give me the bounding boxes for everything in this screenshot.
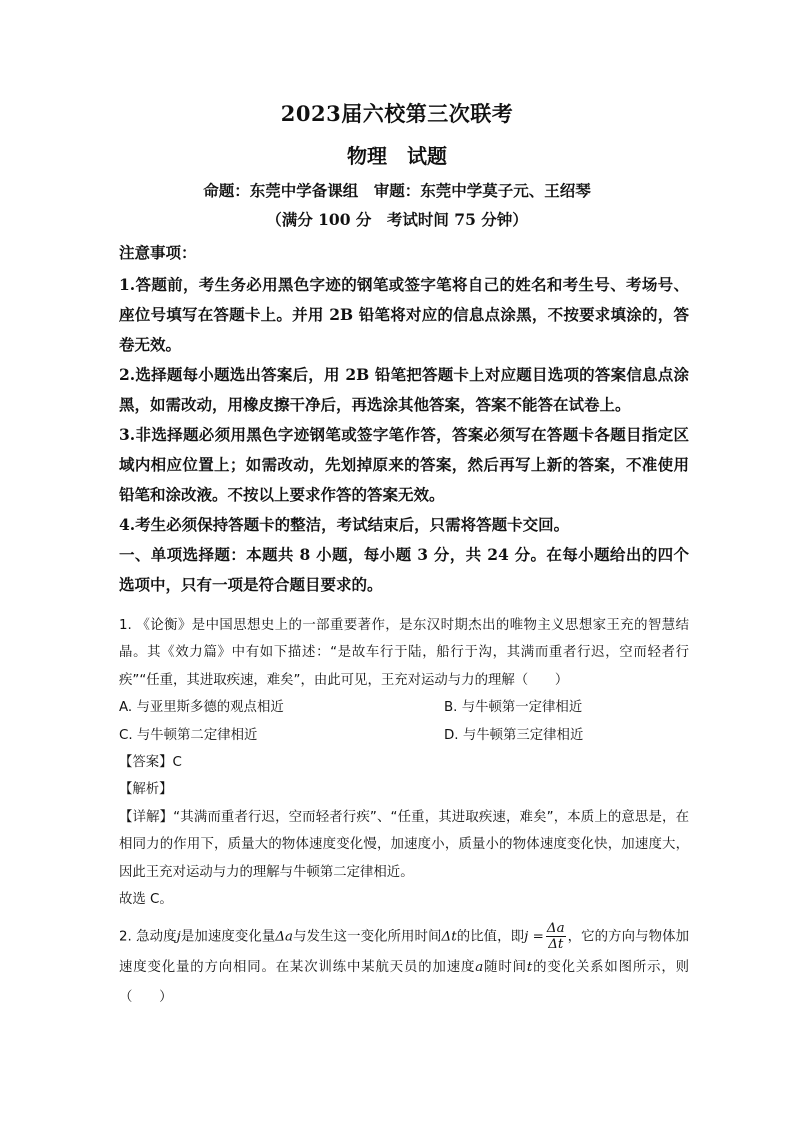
q2-var-delta-a: Δa [275, 929, 293, 945]
notes-heading: 注意事项： [119, 243, 197, 262]
section-heading: 一、单项选择题：本题共 8 小题，每小题 3 分，共 24 分。在每小题给出的四个选项中，只有一项是符合题目要求的。 [119, 545, 689, 594]
q2-text-3: 与发生这一变化所用时间 [293, 929, 442, 945]
option-c: C. 与牛顿第二定律相近 [119, 727, 258, 743]
note-item-2: 2.选择题每小题选出答案后，用 2B 铅笔把答题卡上对应题目选项的答案信息点涂黑，如需改动，用橡皮擦干净后，再选涂其他答案，答案不能答在试卷上。 [119, 365, 689, 414]
q2-formula-numerator: Δa [546, 921, 565, 937]
q2-text-5: ，它的方向与物体加速度变化量的方向相同。在某次训练中某航天员的加速度 [119, 929, 690, 975]
note-item-1: 1.答题前，考生务必用黑色字迹的钢笔或签字笔将自己的姓名和考生号、考场号、座位号填写在答题卡上。并用 2B 铅笔将对应的信息点涂黑，不按要求填涂的，答卷无效。 [119, 275, 689, 354]
notes-section [119, 238, 689, 600]
exam-info: （满分 100 分 考试时间 75 分钟） [266, 210, 528, 229]
q2-text-4: 的比值，即 [456, 929, 525, 945]
q2-text-7: 的变化关系如图所示，则（ ） [119, 959, 690, 1005]
question-1-options [119, 694, 689, 749]
question-1-stem: 1. 《论衡》是中国思想史上的一部重要著作，是东汉时期杰出的唯物主义思想家王充的智慧结晶。其《效力篇》中有如下描述：“是故车行于陆，船行于沟，其满而重者行迟，空而轻者行疾”“任重，其进取疾速，难矣”，由此可见，王充对运动与力的理解（ ） [119, 618, 689, 688]
option-a: A. 与亚里斯多德的观点相近 [119, 700, 284, 716]
q2-text-1: 2. 急动度 [119, 929, 177, 945]
option-b: B. 与牛顿第一定律相近 [444, 700, 583, 716]
exam-credits: 命题：东莞中学备课组 审题：东莞中学莫子元、王绍琴 [203, 181, 591, 200]
q2-text-6: 随时间 [483, 959, 527, 975]
q2-formula-lhs: j = [524, 929, 544, 945]
q2-formula-denominator: Δt [548, 937, 564, 953]
question-1-conclusion: 故选 C。 [119, 892, 173, 908]
question-1-answer: 【答案】C [119, 755, 182, 771]
q2-var-delta-t: Δt [441, 929, 457, 945]
q2-formula-fraction [546, 921, 566, 952]
exam-subtitle: 物理 试题 [347, 144, 447, 168]
note-item-4: 4.考生必须保持答题卡的整洁，考试结束后，只需将答题卡交回。 [119, 515, 570, 534]
note-item-3: 3.非选择题必须用黑色字迹钢笔或签字笔作答，答案必须写在答题卡各题目指定区域内相应位置上；如需改动，先划掉原来的答案，然后再写上新的答案，不准使用铅笔和涂改液。不按以上要求作答的答案无效。 [119, 425, 689, 504]
option-d: D. 与牛顿第三定律相近 [444, 727, 584, 743]
question-1-detail: 【详解】“其满而重者行迟，空而轻者行疾”、“任重，其进取疾速，难矣”，本质上的意思是，在相同力的作用下，质量大的物体速度变化慢，加速度小，质量小的物体速度变化快，加速度大，因此王充对运动与力的理解与牛顿第二定律相近。 [119, 809, 689, 880]
question-2-stem [119, 921, 689, 1013]
q2-var-t: t [526, 959, 533, 975]
exam-title: 2023届六校第三次联考 [280, 101, 514, 126]
question-1-analysis-label: 【解析】 [119, 782, 173, 798]
q2-var-j: j [176, 929, 181, 945]
questions-area [119, 612, 689, 1013]
q2-var-a: a [475, 959, 484, 975]
q2-text-2: 是加速度变化量 [180, 929, 276, 945]
